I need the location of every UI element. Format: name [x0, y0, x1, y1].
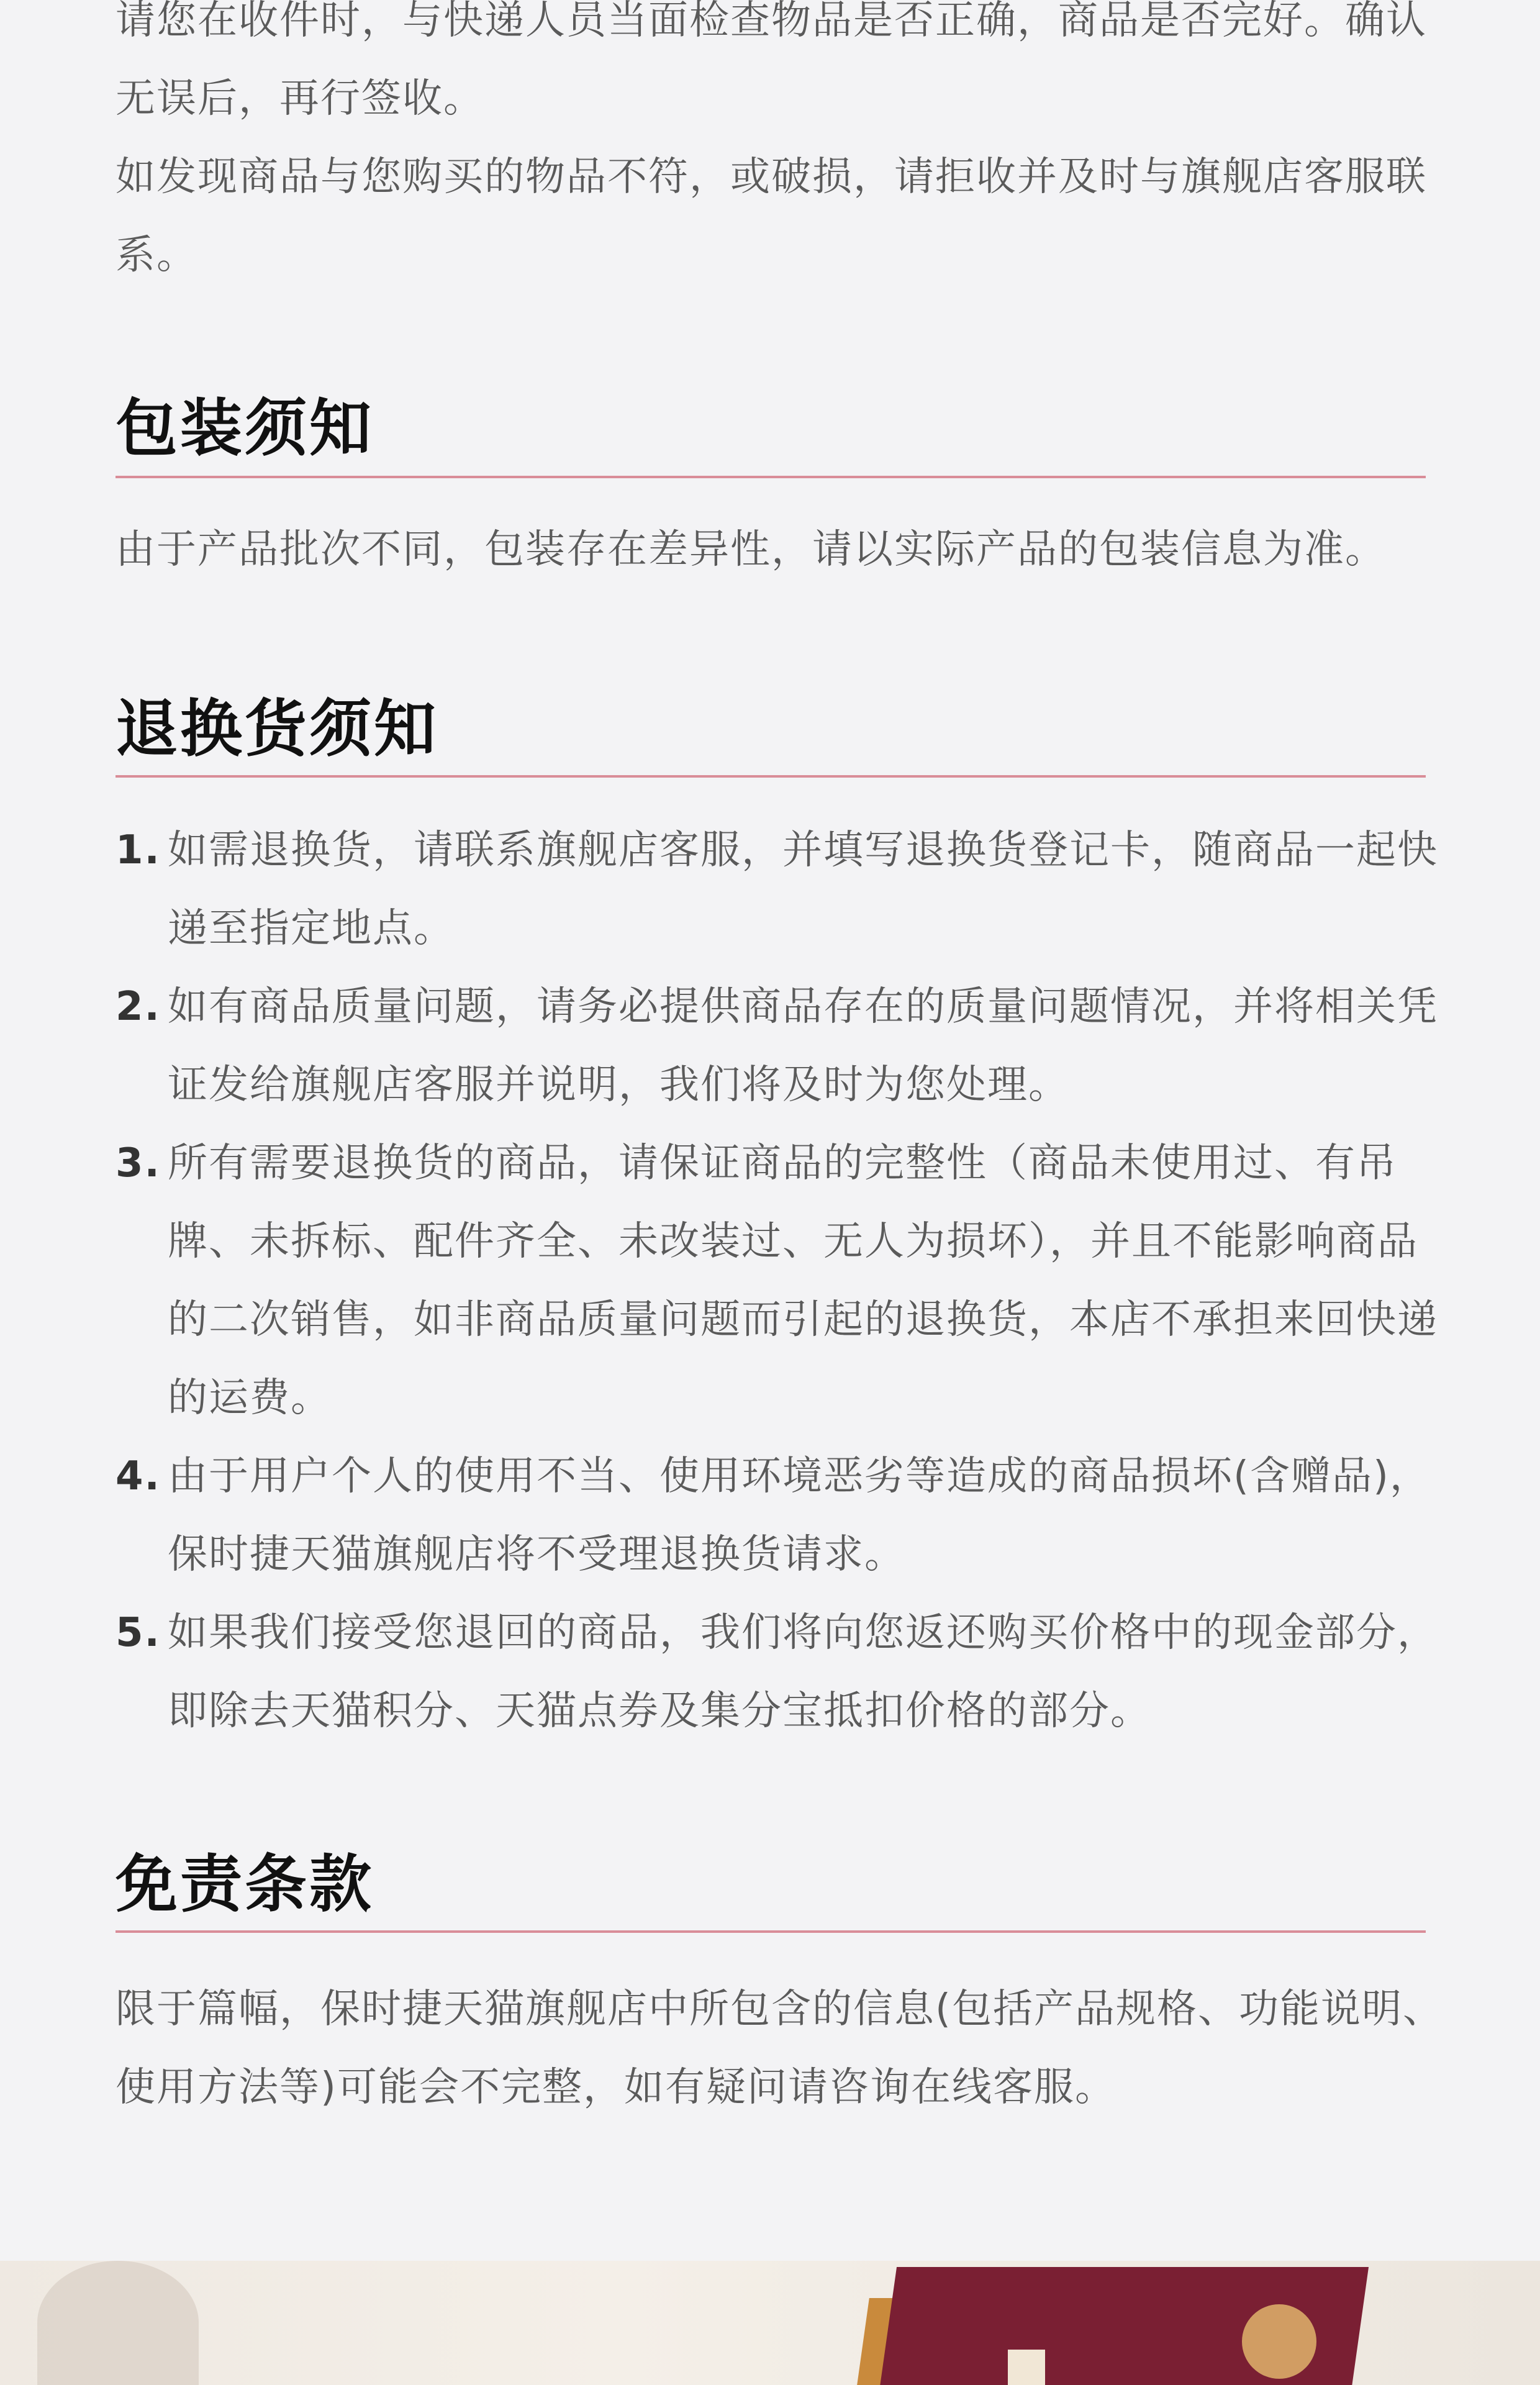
returns-item-3 — [116, 1124, 1457, 1437]
returns-item-number: 2. — [116, 984, 161, 1030]
returns-item-1 — [116, 811, 1457, 968]
returns-item-5 — [116, 1594, 1457, 1750]
returns-item-text: 所有需要退换货的商品，请保证商品的完整性（商品未使用过、有吊牌、未拆标、配件齐全、未改装过、无人为损坏），并且不能影响商品的二次销售，如非商品质量问题而引起的退换货，本店不承担来回快递的运费。 — [168, 1140, 1438, 1421]
product-photo — [0, 2261, 1540, 2385]
returns-item-text: 如果我们接受您退回的商品，我们将向您返还购买价格中的现金部分，即除去天猫积分、天猫点券及集分宝抵扣价格的部分。 — [168, 1610, 1438, 1734]
returns-item-4 — [116, 1437, 1457, 1594]
returns-item-number: 5. — [116, 1610, 161, 1656]
product-label-decoration — [1006, 2348, 1047, 2385]
disclaimer-divider — [116, 1930, 1426, 1933]
receipt-paragraph-2: 如发现商品与您购买的物品不符，或破损，请拒收并及时与旗舰店客服联系。 — [116, 154, 1427, 278]
returns-item-2 — [116, 968, 1457, 1124]
returns-item-number: 1. — [116, 827, 161, 873]
returns-item-text: 如需退换货，请联系旗舰店客服，并填写退换货登记卡，随商品一起快递至指定地点。 — [168, 827, 1438, 952]
grape-icon — [1242, 2304, 1316, 2379]
disclaimer-body: 限于篇幅，保时捷天猫旗舰店中所包含的信息(包括产品规格、功能说明、使用方法等)可能会不完整，如有疑问请咨询在线客服。 — [116, 1986, 1444, 2110]
packaging-body: 由于产品批次不同，包装存在差异性，请以实际产品的包装信息为准。 — [116, 527, 1386, 573]
returns-item-number: 3. — [116, 1140, 161, 1186]
returns-list — [116, 811, 1457, 1750]
packaging-title: 包装须知 — [116, 392, 374, 465]
lamp-shape-decoration — [37, 2261, 199, 2385]
returns-item-text: 由于用户个人的使用不当、使用环境恶劣等造成的商品损坏(含赠品)，保时捷天猫旗舰店将不受理退换货请求。 — [168, 1453, 1431, 1578]
returns-divider — [116, 775, 1426, 778]
returns-item-number: 4. — [116, 1453, 161, 1499]
disclaimer-title: 免责条款 — [116, 1848, 374, 1920]
packaging-divider — [116, 476, 1426, 478]
returns-title: 退换货须知 — [116, 693, 438, 765]
receipt-paragraph-1: 请您在收件时，与快递人员当面检查物品是否正确，商品是否完好。确认无误后，再行签收。 — [116, 0, 1427, 122]
returns-item-text: 如有商品质量问题，请务必提供商品存在的质量问题情况，并将相关凭证发给旗舰店客服并说明，我们将及时为您处理。 — [168, 984, 1438, 1108]
